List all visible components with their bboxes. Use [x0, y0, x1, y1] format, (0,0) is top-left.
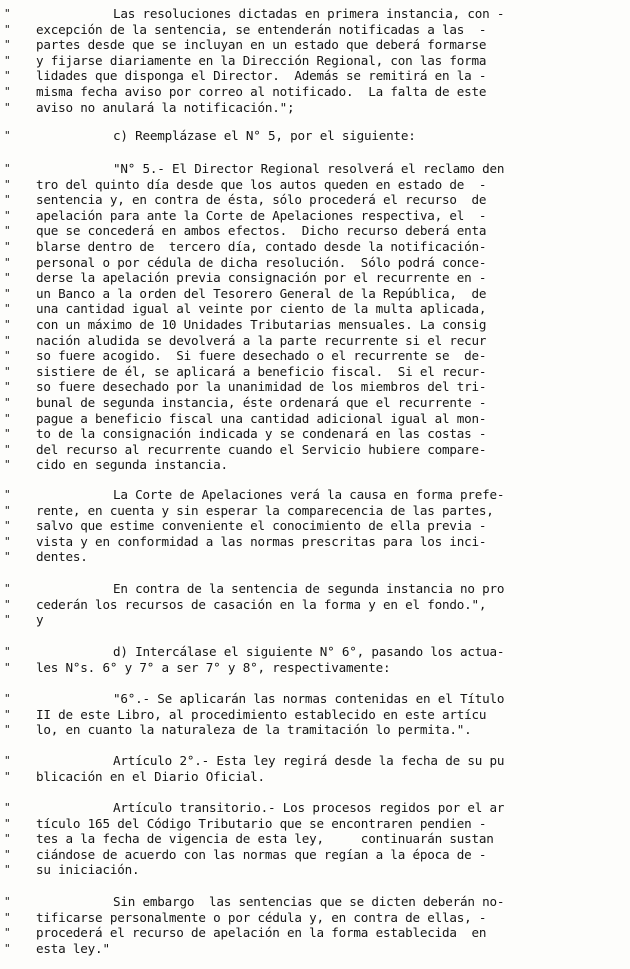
line-text: misma fecha aviso por correo al notificado. La falta de este — [36, 83, 487, 99]
line-text: aviso no anulará la notificación."; — [36, 99, 295, 115]
line-text: tículo 165 del Código Tributario que se encontraren pendien - — [36, 815, 487, 831]
paragraph-item-d — [0, 644, 630, 675]
line-marker: " — [4, 519, 11, 533]
text-line — [0, 894, 630, 910]
line-marker: " — [4, 801, 11, 814]
line-text: c) Reemplázase el N° 5, por el siguiente: — [113, 128, 416, 143]
line-text: tificarse personalmente o por cédula y, en contra de ellas, - — [36, 909, 487, 925]
line-marker: " — [4, 302, 11, 316]
line-text: y — [36, 612, 44, 628]
line-marker: " — [4, 162, 11, 175]
line-marker: " — [4, 129, 11, 142]
text-line — [0, 301, 630, 317]
line-marker: " — [4, 69, 11, 83]
text-line — [0, 597, 630, 613]
line-text: su iniciación. — [36, 862, 140, 878]
line-marker: " — [4, 271, 11, 285]
line-text: tes a la fecha de vigencia de esta ley, continuarán sustan — [36, 831, 494, 847]
line-marker: " — [4, 816, 11, 830]
text-line — [0, 691, 630, 707]
text-line — [0, 223, 630, 239]
line-marker: " — [4, 723, 11, 737]
text-line — [0, 255, 630, 271]
text-line — [0, 161, 630, 177]
text-line — [0, 910, 630, 926]
text-line — [0, 769, 630, 785]
line-text: les N°s. 6° y 7° a ser 7° y 8°, respectivamente: — [36, 659, 391, 675]
line-marker: " — [4, 754, 11, 767]
line-marker: " — [4, 349, 11, 363]
text-line — [0, 925, 630, 941]
text-line — [0, 457, 630, 473]
line-marker: " — [4, 707, 11, 721]
line-text: sentencia y, en contra de ésta, sólo procederá el recurso de — [36, 192, 487, 208]
line-text: blarse dentro de tercero día, contado desde la notificación- — [36, 238, 487, 254]
line-marker: " — [4, 660, 11, 674]
line-text: que se concederá en ambos efectos. Dicho recurso deberá enta — [36, 223, 487, 239]
line-text: bunal de segunda instancia, éste ordenará que el recurrente - — [36, 394, 487, 410]
line-text: procederá el recurso de apelación en la forma establecida en — [36, 925, 487, 941]
text-line — [0, 84, 630, 100]
line-text: Artículo 2°.- Esta ley regirá desde la fecha de su pu — [113, 753, 505, 768]
text-line — [0, 239, 630, 255]
text-line — [0, 364, 630, 380]
text-line — [0, 53, 630, 69]
line-marker: " — [4, 208, 11, 222]
line-marker: " — [4, 769, 11, 783]
text-line — [0, 192, 630, 208]
text-line — [0, 128, 630, 144]
line-marker: " — [4, 488, 11, 501]
line-marker: " — [4, 910, 11, 924]
paragraph-corte-apelaciones — [0, 487, 630, 565]
line-marker: " — [4, 458, 11, 472]
line-marker: " — [4, 895, 11, 908]
text-line — [0, 395, 630, 411]
text-line — [0, 503, 630, 519]
text-line — [0, 442, 630, 458]
line-text: La Corte de Apelaciones verá la causa en forma prefe- — [113, 487, 505, 502]
text-line — [0, 6, 630, 22]
line-marker: " — [4, 427, 11, 441]
text-line — [0, 549, 630, 565]
paragraph-articulo-transitorio — [0, 800, 630, 878]
text-line — [0, 379, 630, 395]
line-marker: " — [4, 239, 11, 253]
line-marker: " — [4, 503, 11, 517]
line-marker: " — [4, 53, 11, 67]
text-line — [0, 317, 630, 333]
text-line — [0, 411, 630, 427]
line-marker: " — [4, 193, 11, 207]
text-line — [0, 333, 630, 349]
line-text: vista y en conformidad a las normas prescritas para los inci- — [36, 533, 487, 549]
line-text: nación aludida se devolverá a la parte recurrente si el recur — [36, 332, 487, 348]
line-text: pague a beneficio fiscal una cantidad adicional igual al mon- — [36, 410, 487, 426]
line-text: esta ley." — [36, 940, 110, 956]
line-text: Artículo transitorio.- Los procesos regidos por el ar — [113, 800, 505, 815]
text-line — [0, 862, 630, 878]
line-text: so fuere desechado por la unanimidad de los miembros del tri- — [36, 379, 487, 395]
text-line — [0, 816, 630, 832]
line-marker: " — [4, 84, 11, 98]
paragraph-numero-5 — [0, 161, 630, 473]
line-text: excepción de la sentencia, se entenderán notificadas a las - — [36, 21, 487, 37]
paragraph-sin-embargo — [0, 894, 630, 956]
line-text: y fijarse diariamente en la Dirección Regional, con las forma — [36, 52, 487, 68]
paragraph-segunda-instancia — [0, 581, 630, 628]
line-text: so fuere acogido. Si fuere desechado o el recurrente se de- — [36, 348, 487, 364]
line-marker: " — [4, 286, 11, 300]
line-text: un Banco a la orden del Tesorero General de la República, de — [36, 285, 487, 301]
line-marker: " — [4, 38, 11, 52]
line-marker: " — [4, 333, 11, 347]
line-marker: " — [4, 645, 11, 658]
line-marker: " — [4, 7, 11, 20]
text-line — [0, 534, 630, 550]
line-marker: " — [4, 613, 11, 627]
text-line — [0, 22, 630, 38]
line-marker: " — [4, 364, 11, 378]
text-line — [0, 286, 630, 302]
line-text: cido en segunda instancia. — [36, 457, 228, 473]
line-text: sistiere de él, se aplicará a beneficio fiscal. Si el recur- — [36, 363, 487, 379]
text-line — [0, 800, 630, 816]
text-line — [0, 487, 630, 503]
line-text: to de la consignación indicada y se condenará en las costas - — [36, 426, 487, 442]
text-line — [0, 177, 630, 193]
paragraph-resoluciones — [0, 6, 630, 115]
line-text: con un máximo de 10 Unidades Tributarias mensuales. La consig — [36, 316, 487, 332]
line-text: lidades que disponga el Director. Además se remitirá en la - — [36, 68, 487, 84]
line-marker: " — [4, 380, 11, 394]
text-line — [0, 426, 630, 442]
line-marker: " — [4, 941, 11, 955]
text-line — [0, 270, 630, 286]
line-text: tro del quinto día desde que los autos queden en estado de - — [36, 176, 487, 192]
paragraph-numero-6 — [0, 691, 630, 738]
text-line — [0, 831, 630, 847]
line-marker: " — [4, 832, 11, 846]
text-line — [0, 581, 630, 597]
line-text: "N° 5.- El Director Regional resolverá el reclamo den — [113, 161, 505, 176]
line-text: rente, en cuenta y sin esperar la comparecencia de las partes, — [36, 502, 494, 518]
line-marker: " — [4, 177, 11, 191]
text-line — [0, 348, 630, 364]
line-text: "6°.- Se aplicarán las normas contenidas en el Título — [113, 691, 505, 706]
line-text: partes desde que se incluyan en un estado que deberá formarse — [36, 37, 487, 53]
line-text: apelación para ante la Corte de Apelaciones respectiva, el - — [36, 207, 487, 223]
line-text: ciándose de acuerdo con las normas que regían a la época de - — [36, 846, 487, 862]
text-line — [0, 941, 630, 957]
text-line — [0, 37, 630, 53]
line-text: blicación en el Diario Oficial. — [36, 768, 265, 784]
text-line — [0, 518, 630, 534]
line-marker: " — [4, 100, 11, 114]
line-text: dentes. — [36, 549, 88, 565]
line-text: Sin embargo las sentencias que se dicten deberán no- — [113, 894, 505, 909]
paragraph-articulo-2 — [0, 753, 630, 784]
line-text: cederán los recursos de casación en la forma y en el fondo.", — [36, 596, 487, 612]
line-marker: " — [4, 582, 11, 595]
line-marker: " — [4, 847, 11, 861]
line-text: En contra de la sentencia de segunda instancia no pro — [113, 581, 505, 596]
line-text: II de este Libro, al procedimiento establecido en este artícu — [36, 706, 487, 722]
line-marker: " — [4, 395, 11, 409]
line-text: Las resoluciones dictadas en primera instancia, con - — [113, 6, 505, 21]
text-line — [0, 660, 630, 676]
line-marker: " — [4, 863, 11, 877]
line-text: salvo que estime conveniente el conocimiento de ella previa - — [36, 518, 487, 534]
text-line — [0, 612, 630, 628]
line-text: derse la apelación previa consignación por el recurrente en - — [36, 270, 487, 286]
text-line — [0, 644, 630, 660]
line-marker: " — [4, 534, 11, 548]
text-line — [0, 753, 630, 769]
text-line — [0, 707, 630, 723]
line-text: del recurso al recurrente cuando el Servicio hubiere compare- — [36, 441, 487, 457]
line-marker: " — [4, 255, 11, 269]
line-marker: " — [4, 926, 11, 940]
line-marker: " — [4, 597, 11, 611]
paragraph-item-c — [0, 128, 630, 144]
line-marker: " — [4, 317, 11, 331]
line-marker: " — [4, 550, 11, 564]
text-line — [0, 68, 630, 84]
line-text: personal o por cédula de dicha resolución. Sólo podrá conce- — [36, 254, 487, 270]
line-marker: " — [4, 224, 11, 238]
text-line — [0, 100, 630, 116]
text-line — [0, 208, 630, 224]
line-text: lo, en cuanto la naturaleza de la tramitación lo permita.". — [36, 722, 472, 738]
line-marker: " — [4, 22, 11, 36]
line-text: d) Intercálase el siguiente N° 6°, pasando los actua- — [113, 644, 505, 659]
line-marker: " — [4, 411, 11, 425]
text-line — [0, 722, 630, 738]
line-marker: " — [4, 442, 11, 456]
text-line — [0, 847, 630, 863]
line-marker: " — [4, 692, 11, 705]
line-text: una cantidad igual al veinte por ciento de la multa aplicada, — [36, 301, 487, 317]
